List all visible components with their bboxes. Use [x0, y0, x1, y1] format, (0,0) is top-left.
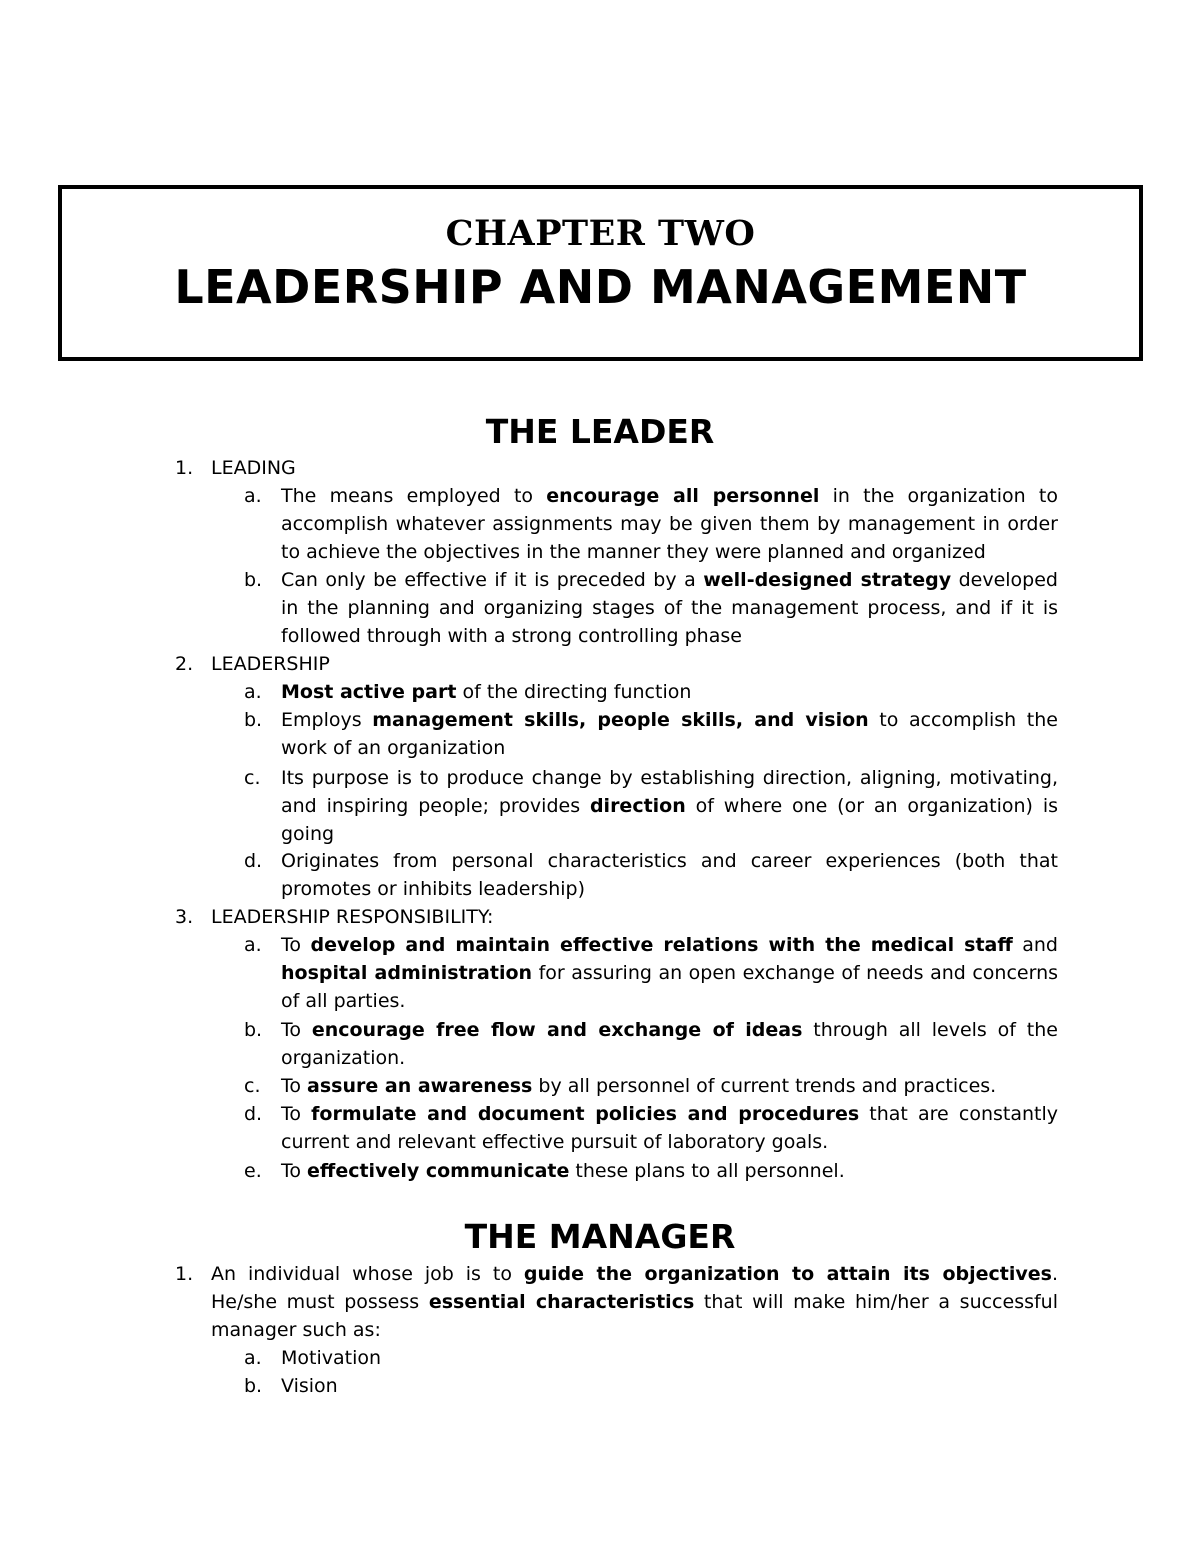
sub-marker: a.: [244, 681, 262, 703]
bold-phrase: direction: [589, 795, 686, 817]
text-run: for assuring an open exchange of needs and concerns of all parties.: [281, 962, 1059, 1012]
sub-marker: c.: [244, 767, 261, 789]
sub-item: [244, 1016, 1058, 1072]
sub-marker: d.: [244, 850, 263, 872]
sub-marker: e.: [244, 1160, 262, 1182]
bold-phrase: Most active part: [281, 681, 457, 703]
text-run: these plans to all personnel.: [569, 1160, 845, 1182]
leader-item: [175, 903, 494, 931]
sub-marker: b.: [244, 709, 263, 731]
section-heading-leader: THE LEADER: [485, 412, 715, 451]
sub-item: [244, 678, 1058, 706]
text-run: of the directing function: [456, 681, 692, 703]
manager-item: [175, 1260, 1059, 1344]
sub-item: [244, 1344, 1058, 1372]
text-run: The means employed to: [281, 485, 547, 507]
sub-item: [244, 1100, 1058, 1156]
sub-item: [244, 566, 1058, 650]
text-run: by all personnel of current trends and practices.: [532, 1075, 997, 1097]
bold-phrase: essential characteristics: [428, 1291, 695, 1313]
item-label: LEADERSHIP: [211, 653, 330, 675]
text-run: Employs: [281, 709, 373, 731]
text-run: To: [281, 1160, 308, 1182]
chapter-title-box: [58, 185, 1143, 361]
text-run: To: [281, 1103, 312, 1125]
bold-phrase: management skills, people skills, and vision: [372, 709, 869, 731]
chapter-title: LEADERSHIP AND MANAGEMENT: [174, 260, 1027, 314]
item-label: LEADING: [211, 457, 296, 479]
text-run: of where one (or an organization) is going: [281, 795, 1058, 845]
bold-phrase: well-designed strategy: [703, 569, 952, 591]
text-run: Its purpose is to produce change by establishing direction, aligning, motivating, and inspiring people; provides: [281, 767, 1058, 817]
sub-marker: b.: [244, 1019, 263, 1041]
list-number: 1.: [175, 1263, 194, 1285]
sub-item: [244, 706, 1058, 762]
bold-phrase: develop and maintain effective relations with the medical staff: [310, 934, 1013, 956]
section-heading-manager: THE MANAGER: [464, 1217, 736, 1256]
bold-phrase: encourage all personnel: [546, 485, 820, 507]
sub-marker: d.: [244, 1103, 263, 1125]
list-number: 3.: [175, 906, 194, 928]
sub-item: [244, 1372, 1058, 1400]
text-run: developed in the planning and organizing stages of the management process, and if it is followed through with a strong controlling phase: [281, 569, 1058, 647]
sub-item: [244, 931, 1059, 1015]
sub-marker: a.: [244, 934, 262, 956]
sub-item: [244, 847, 1058, 903]
text-run: and: [1012, 934, 1058, 956]
text-run: To: [281, 1075, 308, 1097]
sub-item: [244, 1072, 1058, 1100]
text-run: in the organization to accomplish whatever assignments may be given them by management in order to achieve the objectives in the manner they were planned and organized: [281, 485, 1059, 563]
sub-text: Vision: [281, 1375, 338, 1397]
text-run: Can only be effective if it is preceded by a: [281, 569, 704, 591]
bold-phrase: encourage free flow and exchange of ideas: [311, 1019, 803, 1041]
sub-marker: c.: [244, 1075, 261, 1097]
sub-marker: a.: [244, 485, 262, 507]
text-run: that are constantly current and relevant effective pursuit of laboratory goals.: [281, 1103, 1058, 1153]
sub-marker: b.: [244, 569, 263, 591]
sub-marker: b.: [244, 1375, 263, 1397]
list-number: 2.: [175, 653, 194, 675]
list-number: 1.: [175, 457, 194, 479]
bold-phrase: guide the organization to attain its objectives: [523, 1263, 1052, 1285]
bold-phrase: assure an awareness: [307, 1075, 533, 1097]
leader-item: [175, 650, 330, 678]
sub-item: [244, 764, 1058, 848]
text-run: that will make him/her a successful manager such as:: [211, 1291, 1059, 1341]
sub-item: [244, 1157, 1058, 1185]
text-run: . He/she must possess: [211, 1263, 1058, 1313]
text-run: To: [281, 934, 311, 956]
leader-item: [175, 454, 296, 482]
bold-phrase: hospital administration: [281, 962, 533, 984]
text-run: through all levels of the organization.: [281, 1019, 1058, 1069]
item-label: LEADERSHIP RESPONSIBILITY:: [211, 906, 494, 928]
bold-phrase: formulate and document policies and procedures: [311, 1103, 860, 1125]
text-run: To: [281, 1019, 312, 1041]
sub-item: [244, 482, 1059, 566]
bold-phrase: effectively communicate: [307, 1160, 570, 1182]
sub-marker: a.: [244, 1347, 262, 1369]
sub-text: Motivation: [281, 1347, 382, 1369]
text-run: to accomplish the work of an organization: [281, 709, 1058, 759]
chapter-label: CHAPTER TWO: [445, 213, 756, 254]
text-run: An individual whose job is to: [211, 1263, 524, 1285]
text-run: Originates from personal characteristics and career experiences (both that promotes or inhibits leadership): [281, 850, 1058, 900]
